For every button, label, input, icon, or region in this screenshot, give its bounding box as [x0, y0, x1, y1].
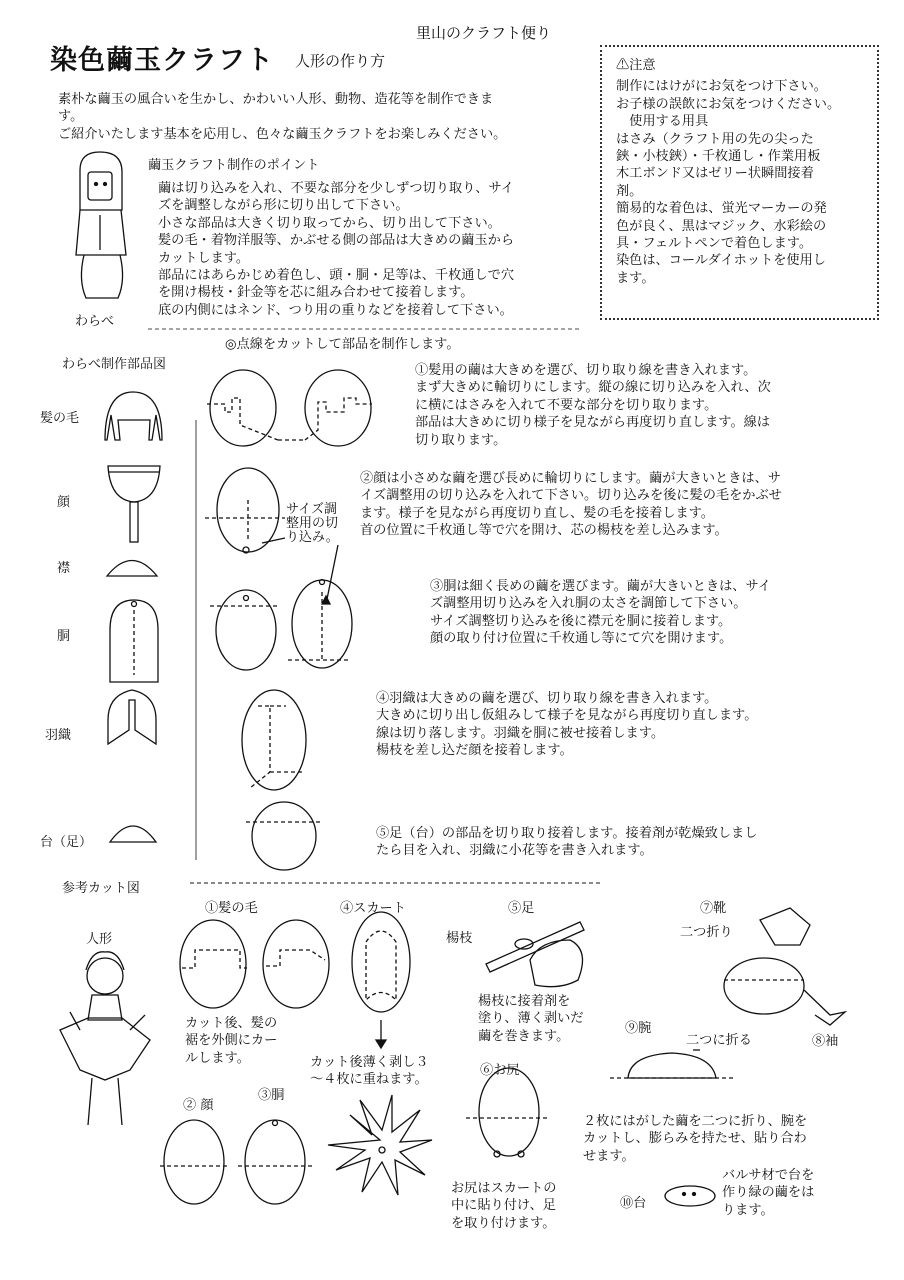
page-title: 染色繭玉クラフト: [50, 45, 274, 76]
points-heading: 繭玉クラフト制作のポイント: [148, 158, 320, 173]
step3-cocoons: [210, 545, 352, 670]
ref-foot-note: 楊枝に接着剤を 塗り、薄く剥いだ 繭を巻きます。: [478, 994, 584, 1044]
parts-instruction: ◎点線をカットして部品を制作します。: [225, 337, 460, 352]
notice-heading: ⚠注意: [616, 58, 656, 73]
fairy-doll-illustration: [60, 952, 150, 1125]
step2-text: ②顔は小さめな繭を選び長めに輪切りにします。繭が大きいときは、サ イズ調整用の切り込みを入れて下さい。切り込みを後に髪の毛をかぶせ ます。様子を見ながら再度切り直し、髪の毛を接着します。 首の位置に千枚通し等で穴を開け、芯の楊枝を差し込みます。: [360, 471, 782, 539]
haori-part: [108, 690, 156, 744]
base-part: [110, 826, 156, 842]
ref-hair-note: カット後、髪の 裾を外側にカー ルします。: [185, 1016, 278, 1066]
ref-doll-label: 人形: [86, 932, 113, 947]
ref-hair-label: ①髪の毛: [205, 901, 258, 916]
ref-arm-illustration: [610, 1050, 735, 1078]
ref-sleeve-label: ⑧袖: [812, 1034, 839, 1049]
ref-fold-label: 二つ折り: [680, 925, 733, 940]
warabe-doll-illustration: [76, 152, 126, 298]
series-name: 里山のクラフト便り: [416, 24, 552, 42]
ref-boot-label: ⑦靴: [700, 901, 727, 916]
label-hair: 髪の毛: [40, 411, 80, 426]
notice-box: ⚠注意 制作にはけがにお気をつけ下さい。 お子様の誤飲にお気をつけください。 使用する用具 はさみ（クラフト用の先の尖った 鋏・小枝鋏）・千枚通し・作業用板 木工ボンド又はゼリー状瞬間接着 剤。 簡易的な着色は、蛍光マーカーの発 色が良く、黒はマジック、水彩絵の 具・フェルトペンで着色します。 染色は、コールダイホットを使用し ます。: [600, 45, 879, 320]
step5-text: ⑤足（台）の部品を切り取り接着します。接着剤が乾燥致しまし たら目を入れ、羽織に小花等を書き入れます。: [376, 826, 758, 859]
ref-base-disc: [665, 1186, 715, 1206]
ref-hair-cocoons: [180, 920, 329, 1008]
label-face: 顔: [57, 495, 71, 510]
step4-text: ④羽織は大きめの繭を選び、切り取り線を書き入れます。 大きめに切り出し仮組みして様子を見ながら再度切り直します。 線は切り落します。羽織を胴に被せ接着します。 楊枝を差し込だ顔を接着します。: [376, 691, 758, 759]
ref-foot-label: ⑤足: [508, 901, 535, 916]
step1-text: ①髪用の繭は大きめを選び、切り取り線を書き入れます。 まず大きめに輪切りにします。縦の線に切り込みを入れ、次 に横にはさみを入れて不要な部分を切り取ります。 部品は大きめに切り様子を見ながら再度切り直します。線は 切り取ります。: [415, 363, 771, 448]
ref-base-label: ⑩台: [620, 1196, 647, 1211]
ref-fold2-label: 二つに折る: [686, 1033, 752, 1048]
warabe-label: わらべ: [75, 314, 115, 329]
face-part: [108, 466, 160, 542]
ref-skirt-cocoon: [352, 912, 410, 1048]
ref-hip-note: お尻はスカートの 中に貼り付け、足 を取り付けます。: [451, 1181, 557, 1231]
step5-cocoon: [246, 802, 322, 870]
label-body: 胴: [57, 629, 71, 644]
ref-hip-label: ⑥お尻: [480, 1063, 520, 1078]
ref-body-label: ③胴: [258, 1088, 285, 1103]
ref-base-note: バルサ材で台を 作り緑の繭をは ります。: [722, 1168, 815, 1218]
label-collar: 襟: [57, 561, 71, 576]
size-cut-annotation: サイズ調 整用の切 り込み。: [286, 502, 339, 545]
step4-cocoon: [242, 690, 306, 790]
ref-face-label: ② 顔: [183, 1098, 214, 1113]
parts-heading: わらべ制作部品図: [62, 357, 167, 372]
ref-skirt-note: カット後薄く剥し３ ～４枚に重ねます。: [310, 1055, 429, 1088]
ref-foot-illustration: [486, 922, 584, 987]
ref-skirt-flower: [328, 1095, 432, 1195]
reference-heading: 参考カット図: [62, 881, 140, 896]
ref-skirt-label: ④スカート: [340, 901, 406, 916]
ref-hip-cocoon: [466, 1068, 550, 1157]
body-part: [110, 600, 158, 682]
ref-arm-note: ２枚にはがした繭を二つに折り、腕を カットし、膨らみを持たせ、貼り合わ せます。: [583, 1114, 808, 1164]
ref-arm-label: ⑨腕: [625, 1021, 652, 1036]
label-haori: 羽織: [45, 728, 72, 743]
step1-cocoons: [207, 370, 372, 446]
intro-text: 素朴な繭玉の風合いを生かし、かわいい人形、動物、造花等を制作できま す。 ご紹介いたします基本を応用し、色々な繭玉クラフトをお楽しみください。: [58, 92, 507, 142]
page-subtitle: 人形の作り方: [295, 52, 386, 70]
ref-toothpick-label: 楊枝: [446, 931, 473, 946]
ref-boot-illustration: [724, 908, 845, 1025]
step2-cocoon: [205, 468, 285, 553]
ref-body-cocoon: [238, 1120, 315, 1204]
collar-part: [107, 561, 157, 577]
hair-part: [105, 392, 162, 440]
label-base: 台（足）: [40, 835, 93, 850]
ref-face-cocoon: [160, 1120, 228, 1204]
step3-text: ③胴は細く長めの繭を選びます。繭が大きいときは、サイ ズ調整用切り込みを入れ胴の太さを調節して下さい。 サイズ調整切り込みを後に襟元を胴に接着します。 顔の取り付け位置に千枚通し等にて穴を開けます。: [430, 579, 771, 647]
points-text: 繭は切り込みを入れ、不要な部分を少しずつ切り取り、サイ ズを調整しながら形に切り出して下さい。 小さな部品は大きく切り取ってから、切り出して下さい。 髪の毛・着物洋服等、かぶせる側の部品は大きめの繭玉から カットします。 部品にはあらかじめ着色し、頭・胴・足等は、千枚通しで穴 を開け楊枝・針金等を芯に組み合わせて接着します。 底の内側にはネンド、つり用の重りなどを接着して下さい。: [158, 181, 515, 318]
